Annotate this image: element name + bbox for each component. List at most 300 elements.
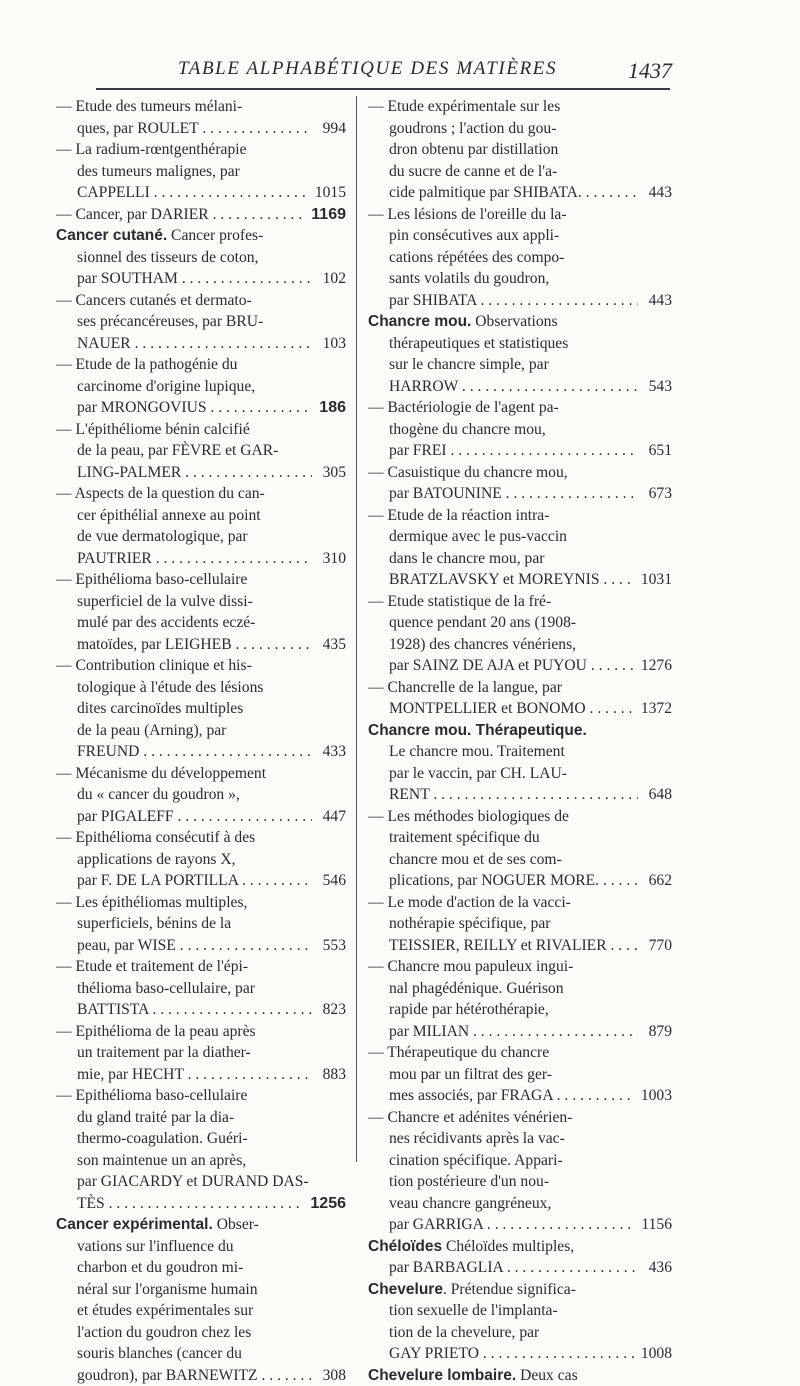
entry-line (368, 634, 672, 656)
entry-text: de la peau (Arning), par (77, 720, 346, 742)
entry-line (56, 290, 346, 312)
entry-line (56, 870, 346, 892)
entry-page-ref: 651 (638, 440, 672, 462)
index-entry (368, 96, 672, 204)
index-entry (56, 139, 346, 204)
entry-line (368, 526, 672, 548)
entry-text: de la peau, par FÈVRE et GAR- (77, 440, 346, 462)
entry-line (56, 526, 346, 548)
entry-line (368, 720, 672, 742)
index-entry (368, 1279, 672, 1365)
entry-text: — Epithélioma baso-cellulaire (56, 1085, 346, 1107)
entry-line (56, 225, 346, 247)
entry-line (56, 612, 346, 634)
entry-text: mou par un filtrat des ger- (389, 1064, 672, 1086)
entry-text: TÈS . . . (77, 1193, 304, 1215)
entry-text: — Le mode d'action de la vacci- (368, 892, 672, 914)
entry-heading-rest: Obser- (213, 1216, 259, 1233)
entry-text: RENT . . . (389, 784, 638, 806)
entry-page-ref: 310 (312, 548, 346, 570)
entry-line (56, 483, 346, 505)
entry-text: vations sur l'influence du (77, 1236, 346, 1258)
entry-line (56, 741, 346, 763)
entry-text: — Etude statistique de la fré- (368, 591, 672, 613)
entry-text: quence pendant 20 ans (1908- (389, 612, 672, 634)
entry-text: dites carcinoïdes multiples (77, 698, 346, 720)
entry-text: par SOUTHAM . . . (77, 268, 312, 290)
entry-text: par SAINZ DE AJA et PUYOU . . . (389, 655, 635, 677)
entry-line (56, 827, 346, 849)
entry-text: LING-PALMER . . . (77, 462, 312, 484)
entry-line (368, 1021, 672, 1043)
left-column (56, 96, 346, 1386)
entry-heading: Chevelure lombaire. (368, 1367, 516, 1384)
entry-text: — La radium-rœntgenthérapie (56, 139, 346, 161)
entry-line (368, 311, 672, 333)
entry-heading: Cancer expérimental. (56, 1216, 213, 1233)
entry-text: PAUTRIER . . . (77, 548, 312, 570)
entry-text: cer épithélial annexe au point (77, 505, 346, 527)
entry-heading-line (368, 311, 672, 333)
entry-line (368, 354, 672, 376)
entry-text: — Etude et traitement de l'épi- (56, 956, 346, 978)
entry-text: nothérapie spécifique, par (389, 913, 672, 935)
index-entry (368, 505, 672, 591)
entry-line (56, 161, 346, 183)
entry-line (368, 1322, 672, 1344)
entry-page-ref: 435 (312, 634, 346, 656)
entry-page-ref: 1015 (309, 182, 346, 204)
entry-text: ses précancéreuses, par BRU- (77, 311, 346, 333)
entry-text: pin consécutives aux appli- (389, 225, 672, 247)
entry-text: thogène du chancre mou, (389, 419, 672, 441)
entry-text: — Etude des tumeurs mélani- (56, 96, 346, 118)
entry-line (56, 1214, 346, 1236)
entry-text: par MRONGOVIUS . . . (77, 397, 312, 419)
entry-text: son maintenue un an après, (77, 1150, 346, 1172)
entry-line (56, 892, 346, 914)
entry-page-ref: 673 (638, 483, 672, 505)
entry-page-ref: 1169 (305, 204, 346, 226)
index-entry (368, 720, 672, 806)
entry-line (56, 118, 346, 140)
entry-text: par GIACARDY et DURAND DAS- (77, 1171, 346, 1193)
right-column (368, 96, 672, 1386)
entry-text: sur le chancre simple, par (389, 354, 672, 376)
entry-text: — Chancre et adénites vénérien- (368, 1107, 672, 1129)
entry-text: goudrons ; l'action du gou- (389, 118, 672, 140)
index-entry (368, 1042, 672, 1107)
entry-page-ref: 308 (312, 1365, 346, 1386)
entry-line (368, 870, 672, 892)
entry-page-ref: 447 (312, 806, 346, 828)
entry-page-ref: 103 (312, 333, 346, 355)
entry-line (368, 999, 672, 1021)
entry-text: Le chancre mou. Traitement (389, 741, 672, 763)
entry-text: cination spécifique. Appari- (389, 1150, 672, 1172)
entry-line (56, 634, 346, 656)
entry-text: tion postérieure d'un nou- (389, 1171, 672, 1193)
entry-text: — Casuistique du chancre mou, (368, 462, 672, 484)
entry-heading-line (368, 1236, 672, 1258)
entry-line (56, 1128, 346, 1150)
entry-text: plications, par NOGUER MORE. . . . (389, 870, 638, 892)
entry-heading-rest: . Prétendue significa- (443, 1281, 576, 1298)
entry-page-ref: 1031 (635, 569, 672, 591)
entry-heading: Chevelure (368, 1281, 443, 1298)
entry-line (368, 849, 672, 871)
entry-line (368, 1300, 672, 1322)
entry-text: superficiel de la vulve dissi- (77, 591, 346, 613)
index-entry (368, 677, 672, 720)
column-divider (356, 96, 357, 1162)
entry-text: BRATZLAVSKY et MOREYNIS . . . (389, 569, 635, 591)
entry-text: BATTISTA . . . (77, 999, 312, 1021)
entry-line (368, 1193, 672, 1215)
entry-line (56, 247, 346, 269)
entry-text: thermo-coagulation. Guéri- (77, 1128, 346, 1150)
entry-text: et études expérimentales sur (77, 1300, 346, 1322)
index-entry (56, 204, 346, 226)
entry-text: du sucre de canne et de l'a- (389, 161, 672, 183)
entry-page-ref: 1276 (635, 655, 672, 677)
entry-text: HARROW . . . (389, 376, 638, 398)
entry-line (368, 827, 672, 849)
entry-page-ref: 994 (312, 118, 346, 140)
entry-page-ref: 443 (638, 290, 672, 312)
entry-text: sants volatils du goudron, (389, 268, 672, 290)
entry-text: nes récidivants après la vac- (389, 1128, 672, 1150)
entry-text: tion sexuelle de l'implanta- (389, 1300, 672, 1322)
entry-text: — L'épithéliome bénin calcifié (56, 419, 346, 441)
entry-text: — Etude expérimentale sur les (368, 96, 672, 118)
entry-line (368, 225, 672, 247)
entry-line (368, 204, 672, 226)
entry-text: l'action du goudron chez les (77, 1322, 346, 1344)
entry-line (368, 1279, 672, 1301)
entry-text: mes associés, par FRAGA . . . (389, 1085, 635, 1107)
entry-page-ref: 1256 (304, 1193, 346, 1215)
index-entry (56, 763, 346, 828)
entry-text: veau chancre gangréneux, (389, 1193, 672, 1215)
entry-line (56, 913, 346, 935)
entry-text: — Etude de la pathogénie du (56, 354, 346, 376)
entry-line (56, 698, 346, 720)
header-rule (96, 88, 670, 90)
entry-text: peau, par WISE . . . (77, 935, 312, 957)
entry-text: — Cancers cutanés et dermato- (56, 290, 346, 312)
entry-line (368, 569, 672, 591)
entry-text: 1928) des chancres vénériens, (389, 634, 672, 656)
entry-line (368, 505, 672, 527)
entry-text: goudron), par BARNEWITZ . . . (77, 1365, 312, 1386)
entry-line (368, 784, 672, 806)
entry-text: par le vaccin, par CH. LAU- (389, 763, 672, 785)
entry-text: — Epithélioma de la peau après (56, 1021, 346, 1043)
entry-line (368, 333, 672, 355)
entry-line (368, 1150, 672, 1172)
entry-line (56, 440, 346, 462)
entry-text: par BATOUNINE . . . (389, 483, 638, 505)
entry-line (368, 1214, 672, 1236)
entry-line (368, 118, 672, 140)
entry-text: nal phagédénique. Guérison (389, 978, 672, 1000)
entry-line (56, 569, 346, 591)
entry-line (368, 1128, 672, 1150)
entry-text: FREUND . . . (77, 741, 312, 763)
entry-line (368, 978, 672, 1000)
entry-text: charbon et du goudron mi- (77, 1257, 346, 1279)
entry-text: de vue dermatologique, par (77, 526, 346, 548)
entry-text: — Etude de la réaction intra- (368, 505, 672, 527)
entry-line (56, 505, 346, 527)
index-entry (56, 354, 346, 419)
index-entry (368, 462, 672, 505)
entry-text: par F. DE LA PORTILLA . . . (77, 870, 312, 892)
entry-line (56, 677, 346, 699)
entry-line (368, 806, 672, 828)
entry-line (56, 548, 346, 570)
entry-line (56, 806, 346, 828)
entry-line (56, 204, 346, 226)
index-entry (368, 1365, 672, 1386)
entry-line (368, 1085, 672, 1107)
entry-text: par FREI . . . (389, 440, 638, 462)
entry-page-ref: 436 (638, 1257, 672, 1279)
index-entry (56, 290, 346, 355)
entry-line (368, 483, 672, 505)
entry-page-ref: 823 (312, 999, 346, 1021)
entry-line (368, 1343, 672, 1365)
index-entry (368, 397, 672, 462)
entry-line (368, 139, 672, 161)
entry-text: traitement spécifique du (389, 827, 672, 849)
entry-page-ref: 1372 (635, 698, 672, 720)
entry-page-ref: 553 (312, 935, 346, 957)
index-entry (368, 1236, 672, 1279)
entry-text: par PIGALEFF . . . (77, 806, 312, 828)
entry-line (56, 1343, 346, 1365)
entry-page-ref: 1008 (635, 1343, 672, 1365)
index-entry (368, 204, 672, 312)
index-entry (56, 483, 346, 569)
entry-line (56, 956, 346, 978)
entry-line (56, 1365, 346, 1386)
entry-line (368, 698, 672, 720)
entry-text: NAUER . . . (77, 333, 312, 355)
entry-line (56, 935, 346, 957)
entry-heading-rest: Observations (471, 313, 557, 330)
entry-line (56, 1279, 346, 1301)
entry-text: mie, par HECHT . . . (77, 1064, 312, 1086)
entry-text: CAPPELLI . . . (77, 182, 309, 204)
entry-heading: Chancre mou. (368, 313, 471, 330)
entry-text: par GARRIGA . . . (389, 1214, 635, 1236)
entry-text: — Les lésions de l'oreille du la- (368, 204, 672, 226)
entry-line (56, 182, 346, 204)
entry-line (56, 268, 346, 290)
entry-text: — Chancre mou papuleux ingui- (368, 956, 672, 978)
entry-text: thélioma baso-cellulaire, par (77, 978, 346, 1000)
entry-line (56, 96, 346, 118)
entry-text: rapide par hétérothérapie, (389, 999, 672, 1021)
entry-line (368, 419, 672, 441)
entry-text: mulé par des accidents eczé- (77, 612, 346, 634)
entry-text: — Mécanisme du développement (56, 763, 346, 785)
entry-line (56, 1171, 346, 1193)
entry-line (56, 376, 346, 398)
entry-line (368, 1236, 672, 1258)
entry-heading-rest: Cancer profes- (167, 227, 263, 244)
entry-line (368, 290, 672, 312)
index-entry (368, 591, 672, 677)
entry-text: — Cancer, par DARIER . . . (56, 204, 305, 226)
entry-heading-line (368, 1279, 672, 1301)
entry-line (56, 784, 346, 806)
entry-page-ref: 770 (638, 935, 672, 957)
entry-text: — Les méthodes biologiques de (368, 806, 672, 828)
entry-line (56, 1322, 346, 1344)
page-number: 1437 (628, 58, 672, 84)
entry-text: MONTPELLIER et BONOMO . . . (389, 698, 635, 720)
entry-heading-line (368, 720, 672, 742)
entry-line (368, 96, 672, 118)
entry-heading-line (368, 1365, 672, 1386)
entry-text: — Bactériologie de l'agent pa- (368, 397, 672, 419)
entry-text: par MILIAN . . . (389, 1021, 638, 1043)
entry-text: cations répétées des compo- (389, 247, 672, 269)
entry-line (56, 333, 346, 355)
index-entry (56, 225, 346, 290)
index-entry (368, 1107, 672, 1236)
entry-line (56, 999, 346, 1021)
entry-text: dans le chancre mou, par (389, 548, 672, 570)
entry-page-ref: 102 (312, 268, 346, 290)
entry-line (368, 763, 672, 785)
entry-line (368, 548, 672, 570)
entry-line (368, 1107, 672, 1129)
entry-line (56, 591, 346, 613)
index-entry (56, 956, 346, 1021)
entry-line (368, 1365, 672, 1386)
entry-line (56, 419, 346, 441)
entry-text: du « cancer du goudron », (77, 784, 346, 806)
entry-text: — Aspects de la question du can- (56, 483, 346, 505)
entry-line (368, 161, 672, 183)
entry-page-ref: 443 (638, 182, 672, 204)
entry-line (56, 1021, 346, 1043)
entry-text: — Epithélioma consécutif à des (56, 827, 346, 849)
entry-line (368, 892, 672, 914)
entry-line (56, 1236, 346, 1258)
entry-line (56, 1150, 346, 1172)
entry-text: souris blanches (cancer du (77, 1343, 346, 1365)
entry-page-ref: 883 (312, 1064, 346, 1086)
entry-page-ref: 186 (312, 397, 346, 419)
entry-line (56, 1042, 346, 1064)
entry-line (368, 655, 672, 677)
entry-page-ref: 543 (638, 376, 672, 398)
entry-line (56, 1300, 346, 1322)
entry-line (56, 311, 346, 333)
entry-heading: Chéloïdes (368, 1238, 442, 1255)
entry-text: tion de la chevelure, par (389, 1322, 672, 1344)
index-entry (56, 1214, 346, 1386)
entry-heading-rest: Chéloïdes multiples, (442, 1238, 574, 1255)
entry-page-ref: 648 (638, 784, 672, 806)
entry-page-ref: 662 (638, 870, 672, 892)
entry-text: — Chancrelle de la langue, par (368, 677, 672, 699)
entry-heading: Cancer cutané. (56, 227, 167, 244)
index-entry (368, 956, 672, 1042)
entry-text: tologique à l'étude des lésions (77, 677, 346, 699)
entry-line (368, 1171, 672, 1193)
entry-line (368, 741, 672, 763)
entry-line (368, 440, 672, 462)
entry-line (368, 1064, 672, 1086)
entry-page-ref: 433 (312, 741, 346, 763)
index-entry (368, 892, 672, 957)
index-entry (368, 806, 672, 892)
entry-text: — Epithélioma baso-cellulaire (56, 569, 346, 591)
index-entry (56, 892, 346, 957)
index-entry (56, 1085, 346, 1214)
entry-line (56, 849, 346, 871)
entry-line (56, 1064, 346, 1086)
entry-heading-line (56, 225, 346, 247)
entry-line (56, 1107, 346, 1129)
entry-text: des tumeurs malignes, par (77, 161, 346, 183)
entry-text: cide palmitique par SHIBATA. . . . (389, 182, 638, 204)
entry-text: — Les épithéliomas multiples, (56, 892, 346, 914)
entry-line (56, 655, 346, 677)
entry-line (56, 1257, 346, 1279)
entry-text: thérapeutiques et statistiques (389, 333, 672, 355)
entry-line (368, 462, 672, 484)
entry-text: chancre mou et de ses com- (389, 849, 672, 871)
entry-text: du gland traité par la dia- (77, 1107, 346, 1129)
index-entry (368, 311, 672, 397)
entry-text: matoïdes, par LEIGHEB . . . (77, 634, 312, 656)
entry-line (368, 376, 672, 398)
entry-heading-rest: Deux cas (516, 1367, 577, 1384)
entry-line (368, 1257, 672, 1279)
entry-text: par BARBAGLIA . . . (389, 1257, 638, 1279)
entry-line (368, 913, 672, 935)
entry-text: par SHIBATA . . . (389, 290, 638, 312)
entry-text: dron obtenu par distillation (389, 139, 672, 161)
entry-page-ref: 305 (312, 462, 346, 484)
running-title: TABLE ALPHABÉTIQUE DES MATIÈRES (178, 58, 557, 80)
entry-line (56, 139, 346, 161)
index-entry (56, 419, 346, 484)
index-entry (56, 1021, 346, 1086)
index-entry (56, 655, 346, 763)
entry-line (368, 247, 672, 269)
entry-line (368, 268, 672, 290)
entry-text: GAY PRIETO . . . (389, 1343, 635, 1365)
entry-text: applications de rayons X, (77, 849, 346, 871)
entry-line (368, 1042, 672, 1064)
entry-line (56, 978, 346, 1000)
entry-text: sionnel des tisseurs de coton, (77, 247, 346, 269)
entry-line (56, 462, 346, 484)
entry-heading: Chancre mou. Thérapeutique. (368, 722, 587, 739)
entry-page-ref: 1156 (635, 1214, 672, 1236)
entry-line (368, 591, 672, 613)
entry-text: superficiels, bénins de la (77, 913, 346, 935)
page-header (0, 56, 800, 86)
